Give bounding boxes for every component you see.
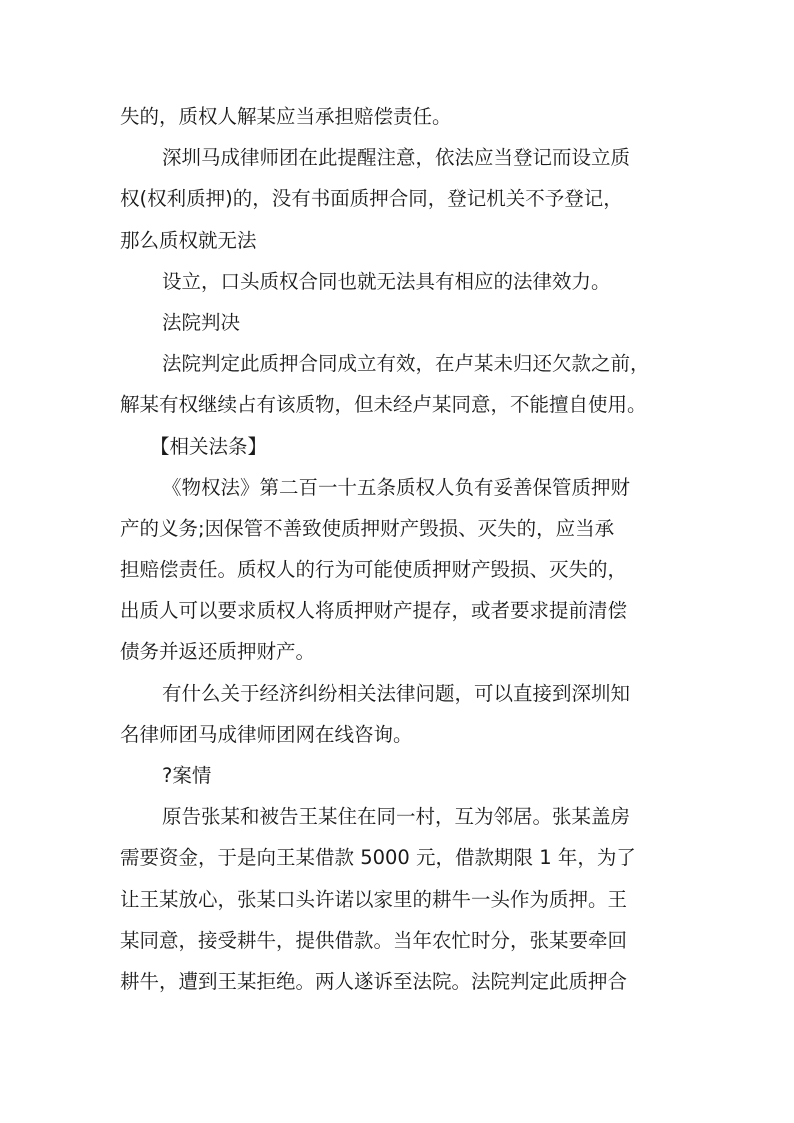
text-line: 产的义务;因保管不善致使质押财产毁损、灭失的，应当承 <box>120 516 615 540</box>
paragraph-start: 法院判定此质押合同成立有效，在卢某未归还欠款之前， <box>162 352 650 376</box>
section-heading: ?案情 <box>162 764 212 787</box>
section-heading: 法院判决 <box>162 310 241 334</box>
text-line: 失的，质权人解某应当承担赔偿责任。 <box>120 105 452 128</box>
document-page <box>120 96 680 1002</box>
paragraph-start: 《物权法》第二百一十五条质权人负有妥善保管质押财 <box>162 475 631 499</box>
text-line: 某同意，接受耕牛，提供借款。当年农忙时分，张某要牵回 <box>120 928 628 952</box>
paragraph-start: 设立，口头质权合同也就无法具有相应的法律效力。 <box>162 269 611 293</box>
text-line: 那么质权就无法 <box>120 228 257 252</box>
paragraph-start: 原告张某和被告王某住在同一村，互为邻居。张某盖房 <box>162 805 631 829</box>
text-line: 解某有权继续占有该质物，但未经卢某同意，不能擅自使用。 <box>120 393 647 417</box>
text-line: 权(权利质押)的，没有书面质押合同，登记机关不予登记， <box>120 187 623 211</box>
text-line: 让王某放心，张某口头许诺以家里的耕牛一头作为质押。王 <box>120 887 628 911</box>
section-heading: 【相关法条】 <box>150 434 268 458</box>
text-line: 耕牛，遭到王某拒绝。两人遂诉至法院。法院判定此质押合 <box>120 969 628 993</box>
text-line: 出质人可以要求质权人将质押财产提存，或者要求提前清偿 <box>120 599 628 623</box>
text-line: 债务并返还质押财产。 <box>120 640 316 664</box>
text-line: 担赔偿责任。质权人的行为可能使质押财产毁损、灭失的， <box>120 558 628 582</box>
text-line: 需要资金，于是向王某借款 5000 元，借款期限 1 年，为了 <box>120 846 636 870</box>
paragraph-start: 深圳马成律师团在此提醒注意，依法应当登记而设立质 <box>162 146 631 170</box>
text-line: 名律师团马成律师团网在线咨询。 <box>120 722 413 746</box>
paragraph-start: 有什么关于经济纠纷相关法律问题，可以直接到深圳知 <box>162 681 631 705</box>
